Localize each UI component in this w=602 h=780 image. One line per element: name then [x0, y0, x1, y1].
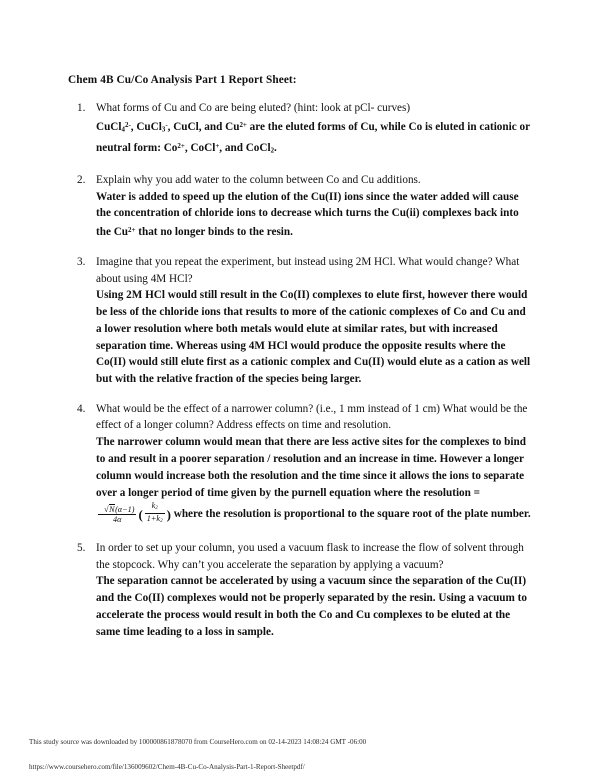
- formula-superscript: 2+: [128, 226, 136, 235]
- question-answer: [96, 434, 534, 527]
- paren-close: ): [166, 507, 171, 523]
- download-attribution: This study source was downloaded by 100000861878070 from CourseHero.com on 02-14-2023 14:08:24 GMT -06:00: [29, 738, 367, 746]
- question-item-4: [68, 401, 534, 527]
- question-prompt: In order to set up your column, you used a vacuum flask to increase the flow of solvent through the stopcock. Why can’t you accelerate the separation by applying a vacuum?: [96, 542, 524, 571]
- question-prompt: Imagine that you repeat the experiment, but instead using 2M HCl. What would change? What about using 4M HCl?: [96, 255, 520, 285]
- formula-superscript: 2+: [177, 141, 185, 150]
- numerator-subscript: 2: [155, 505, 158, 512]
- question-answer: Using 2M HCl would still result in the Co(II) complexes to elute first, however there would be less of the chloride ions that results to more of the cationic complexes of Co and Cu and a lower resolution where both metals would elute at similar rates, but with increased separation time. Whereas using 4M HCl would produce the opposite results where the Co(II) would still elute first as a cationic complex and Cu(II) would elute as a cation as well but with the relative fraction of the species being larger.: [96, 289, 531, 386]
- purnell-equation: [96, 502, 171, 527]
- formula-superscript: 2-: [124, 120, 131, 129]
- answer-text-before-equation: The narrower column would mean that there are less active sites for the complexes to bind to and result in a poorer separation / resolution and an increase in time. However a longer column would increase both the resolution and the time since it allows the ions to separate over a longer period of time given by the purnell equation where the resolution =: [96, 436, 526, 500]
- question-prompt: Explain why you add water to the column between Co and Cu additions.: [96, 174, 421, 187]
- answer-text-fragment: are the eluted forms of Cu, while Co is eluted in cationic or neutral form: Co: [96, 120, 530, 154]
- page-title: Chem 4B Cu/Co Analysis Part 1 Report Sheet:: [68, 74, 297, 86]
- paren-open: (: [138, 507, 143, 523]
- question-answer: The separation cannot be accelerated by using a vacuum since the separation of the Cu(II) and the Co(II) complexes would not be properly separated by the resin. Using a vacuum to accelerate the process would result in both the Co and Cu complexes to be eluted at the same time leading to a loss in sample.: [96, 575, 527, 638]
- answer-text-after-equation: where the resolution is proportional to the square root of the plate number.: [173, 508, 531, 521]
- question-prompt: What forms of Cu and Co are being eluted? (hint: look at pCl- curves): [96, 102, 411, 114]
- radicand: N: [109, 504, 115, 514]
- formula-superscript: +: [215, 141, 220, 150]
- numerator-rest: (α−1): [115, 504, 135, 514]
- formula-subscript: 2: [270, 146, 275, 155]
- fraction-numerator: [150, 501, 160, 513]
- answer-text-fragment: Water is added to speed up the elution of the Cu(II) ions since the water added will cause the concentration of chloride ions to decrease which turns the Cu(ii) complexes back into the Cu: [96, 190, 519, 239]
- answer-text-fragment: CuCl: [96, 120, 122, 133]
- question-prompt: What would be the effect of a narrower column? (i.e., 1 mm instead of 1 cm) What would be the effect of a longer column? Address effects on time and resolution.: [96, 402, 528, 432]
- answer-text-fragment: , and CoCl: [219, 141, 271, 154]
- answer-text-fragment: that no longer binds to the resin.: [135, 226, 293, 239]
- question-number: 2.: [77, 174, 86, 187]
- question-item-1: [68, 100, 534, 159]
- formula-subscript: 4: [121, 125, 125, 134]
- question-item-5: [68, 540, 534, 640]
- answer-text-fragment: , CuCl: [130, 120, 162, 133]
- question-number: 3.: [77, 255, 86, 268]
- question-item-3: [68, 254, 534, 388]
- question-number: 5.: [77, 542, 86, 555]
- answer-text-fragment: , CoCl: [184, 141, 216, 154]
- equation-fraction-two: [145, 501, 165, 526]
- numerator-symbol: k: [151, 501, 156, 511]
- question-answer: [96, 117, 534, 159]
- question-answer: [96, 189, 534, 241]
- source-url[interactable]: https://www.coursehero.com/file/136009602/Chem-4B-Cu-Co-Analysis-Part-1-Report-Sheetpdf/: [29, 763, 305, 771]
- equation-fraction-one: [98, 504, 136, 524]
- question-list: [68, 100, 534, 654]
- denominator-subscript: 2: [160, 518, 163, 525]
- answer-text-fragment: , CuCl, and Cu: [167, 120, 240, 133]
- fraction-denominator: [145, 513, 165, 526]
- formula-superscript: 2+: [239, 120, 247, 129]
- formula-subscript: 3: [161, 125, 166, 134]
- answer-text-fragment: .: [274, 141, 277, 154]
- denominator-symbol: 1+k: [146, 514, 161, 524]
- question-item-2: [68, 172, 534, 241]
- question-number: 1.: [77, 102, 86, 114]
- formula-superscript: -: [165, 120, 168, 129]
- question-number: 4.: [77, 402, 86, 415]
- square-root-icon: [100, 504, 115, 514]
- fraction-numerator: [98, 504, 136, 514]
- fraction-denominator: 4α: [98, 514, 136, 524]
